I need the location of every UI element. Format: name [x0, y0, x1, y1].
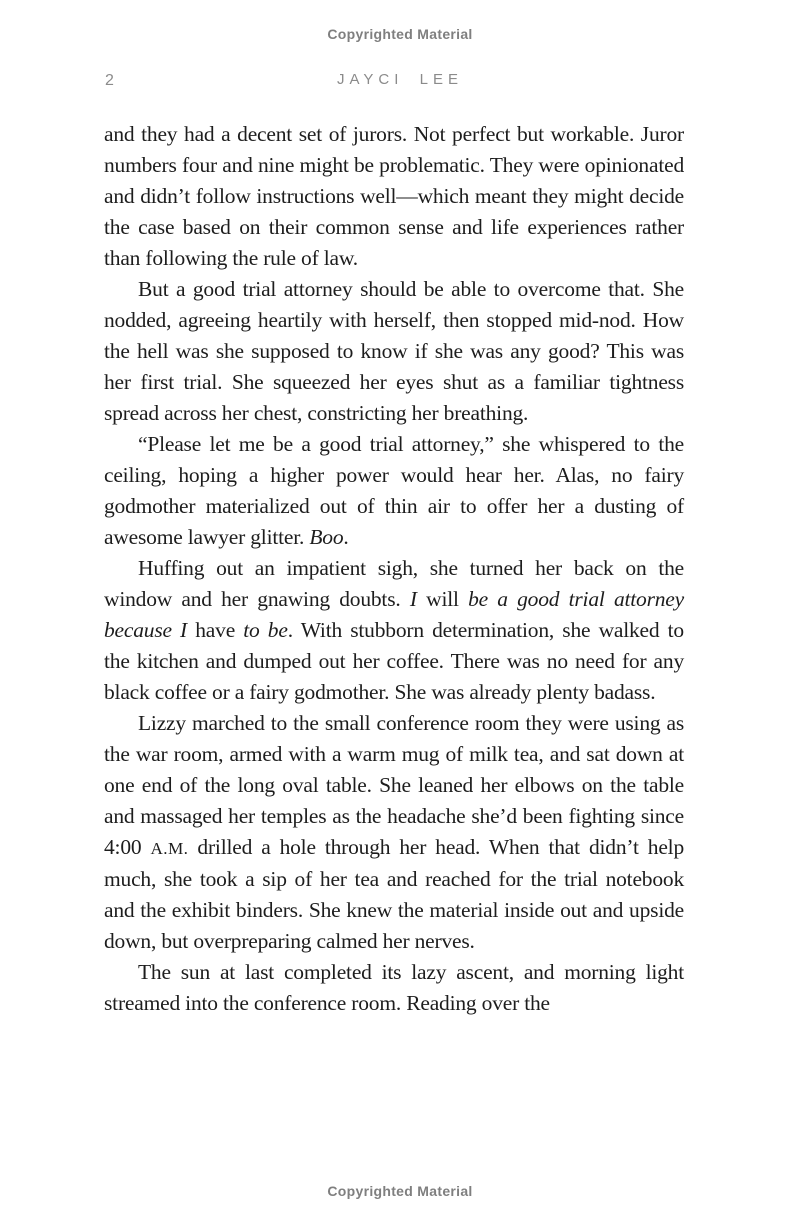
- paragraph: [104, 957, 684, 1019]
- text-segment: and they had a decent set of jurors. Not perfect but workable. Juror numbers four and nine might be problematic. They were opinionated and didn’t follow instructions well—which meant they might decide the case based on their common sense and life experiences rather than following the rule of law.: [104, 122, 684, 270]
- text-segment: Boo: [309, 525, 344, 549]
- text-segment: Huffing out an impatient sigh, she turned her back on the window and her gnawing doubts.: [104, 556, 684, 611]
- text-segment: A.M.: [150, 839, 189, 858]
- text-segment: Lizzy marched to the small conference room they were using as the war room, armed with a warm mug of milk tea, and sat down at one end of the long oval table. She leaned her elbows on the table and massaged her temples as the headache she’d been fighting since 4:00: [104, 711, 684, 859]
- text-segment: be a good trial attorney because I: [104, 587, 684, 642]
- text-segment: will: [416, 587, 469, 611]
- paragraph: [104, 708, 684, 957]
- text-segment: . With stubborn determination, she walked to the kitchen and dumped out her coffee. There was no need for any black coffee or a fairy godmother. She was already plenty badass.: [104, 618, 684, 704]
- copyright-notice-bottom: Copyrighted Material: [327, 1183, 473, 1199]
- paragraph: [104, 274, 684, 429]
- text-segment: .: [343, 525, 349, 549]
- text-segment: “Please let me be a good trial attorney,” she whispered to the ceiling, hoping a higher power would hear her. Alas, no fairy godmother materialized out of thin air to offer her a dusting of awesome lawyer glitter.: [104, 432, 684, 549]
- paragraph: [104, 429, 684, 553]
- running-header-author: JAYCI LEE: [337, 71, 463, 88]
- text-segment: to be: [243, 618, 288, 642]
- paragraph: [104, 119, 684, 274]
- text-segment: But a good trial attorney should be able to overcome that. She nodded, agreeing heartily with herself, then stopped mid-nod. How the hell was she supposed to know if she was any good? This was her first trial. She squeezed her eyes shut as a familiar tightness spread across her chest, constricting her breathing.: [104, 277, 684, 425]
- paragraph: [104, 553, 684, 708]
- text-segment: I: [409, 587, 417, 611]
- text-segment: have: [187, 618, 244, 642]
- copyright-notice-top: Copyrighted Material: [327, 26, 473, 42]
- text-segment: drilled a hole through her head. When that didn’t help much, she took a sip of her tea and reached for the trial notebook and the exhibit binders. She knew the material inside out and upside down, but overpreparing calmed her nerves.: [104, 835, 684, 953]
- page-number: 2: [105, 72, 115, 89]
- body-text: [104, 119, 684, 1019]
- page-header: [0, 71, 800, 93]
- text-segment: The sun at last completed its lazy ascent, and morning light streamed into the conference room. Reading over the: [104, 960, 684, 1015]
